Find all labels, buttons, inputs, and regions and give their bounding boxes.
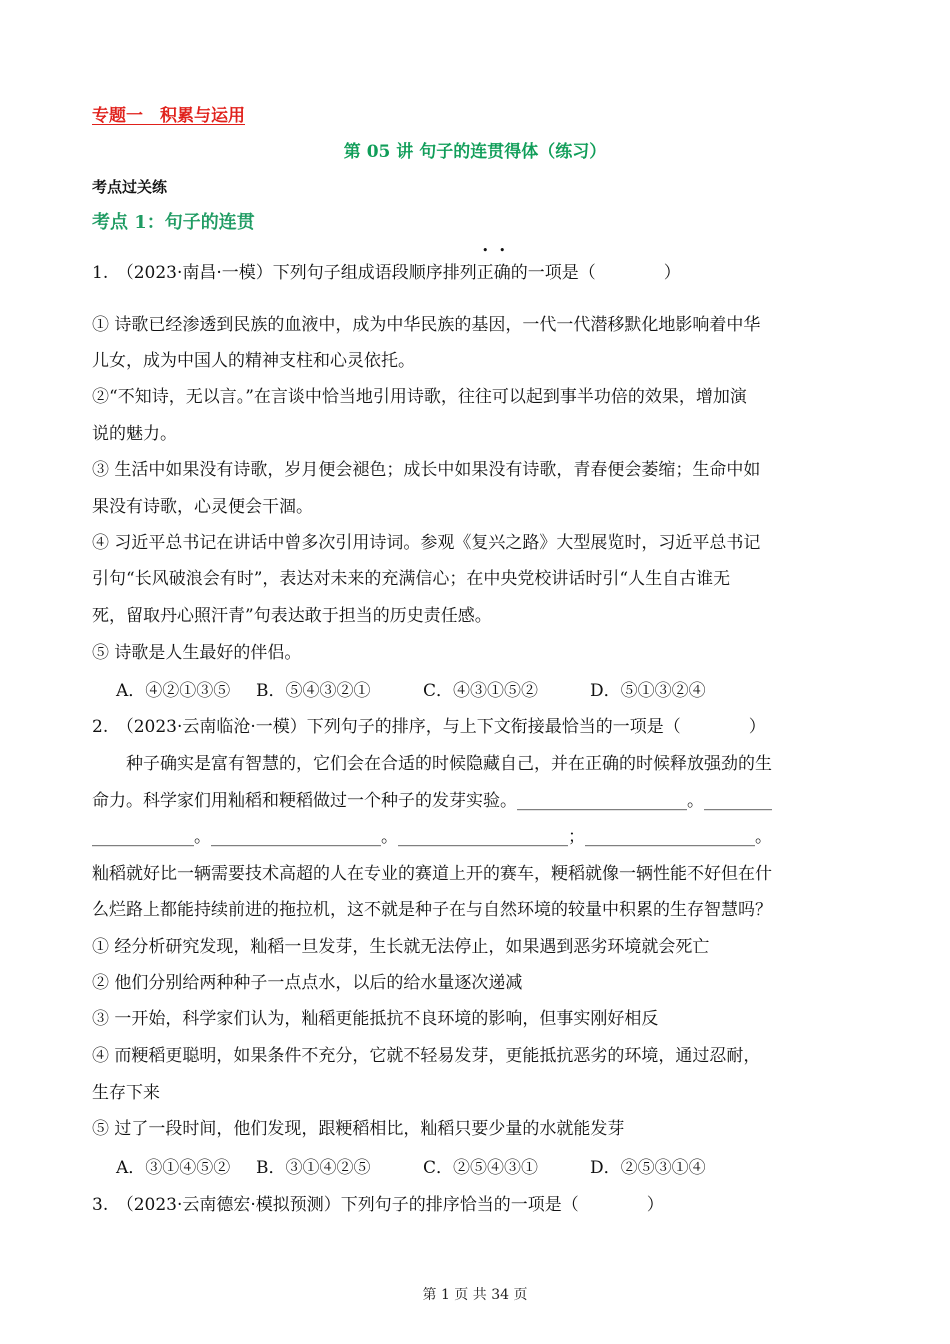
q2-line: 籼稻就好比一辆需要技术高超的人在专业的赛道上开的赛车，粳稻就像一辆性能不好但在什	[92, 864, 772, 884]
q2-line: ② 他们分别给两种种子一点点水，以后的给水量逐次递减	[92, 973, 523, 993]
q2-options	[0, 1153, 950, 1177]
q2-line: 么烂路上都能持续前进的拖拉机，这不就是种子在与自然环境的较量中积累的生存智慧吗？	[92, 900, 772, 920]
q1-line: ④ 习近平总书记在讲话中曾多次引用诗词。参观《复兴之路》大型展览时，习近平总书记	[92, 533, 761, 553]
point-heading: 考点 1：句子的连贯	[92, 212, 255, 233]
q1-line: 说的魅力。	[92, 424, 177, 444]
q2-line: ① 经分析研究发现，籼稻一旦发芽，生长就无法停止，如果遇到恶劣环境就会死亡	[92, 937, 710, 957]
topic-heading: 专题一 积累与运用	[92, 106, 245, 126]
q1-line: 死，留取丹心照汗青”句表达敢于担当的历史责任感。	[92, 606, 492, 626]
question-2-stem: 2. （2023·云南临沧·一模）下列句子的排序，与上下文衔接最恰当的一项是（ ）	[92, 717, 766, 737]
q1-option-c[interactable]: C．④③①⑤②	[423, 681, 539, 701]
q1-line: ②“不知诗，无以言。”在言谈中恰当地引用诗歌，往往可以起到事半功倍的效果，增加演	[92, 387, 747, 407]
question-1-stem	[92, 258, 681, 283]
q1-options	[0, 676, 950, 700]
q1-stem-prefix: 1. （2023·南昌·一模）下列句子组成语段顺序排列	[92, 263, 477, 283]
q2-line: 生存下来	[92, 1083, 160, 1103]
q1-line: 儿女，成为中国人的精神支柱和心灵依托。	[92, 351, 415, 371]
q2-option-a[interactable]: A．③①④⑤②	[116, 1158, 231, 1178]
q1-emphasis-char: 正	[476, 263, 494, 283]
page-footer: 第 1 页 共 34 页	[422, 1287, 528, 1303]
q1-line: ⑤ 诗歌是人生最好的伴侣。	[92, 643, 302, 663]
q1-line: ③ 生活中如果没有诗歌，岁月便会褪色；成长中如果没有诗歌，青春便会萎缩；生命中如	[92, 460, 761, 480]
q2-option-d[interactable]: D．②⑤③①④	[590, 1158, 706, 1178]
question-3-stem: 3. （2023·云南德宏·模拟预测）下列句子的排序恰当的一项是（ ）	[92, 1195, 664, 1215]
q2-option-c[interactable]: C．②⑤④③①	[423, 1158, 539, 1178]
lecture-title: 第 05 讲 句子的连贯得体（练习）	[343, 142, 607, 162]
q1-line: ① 诗歌已经渗透到民族的血液中，成为中华民族的基因，一代一代潜移默化地影响着中华	[92, 315, 761, 335]
q2-line: ④ 而粳稻更聪明，如果条件不充分，它就不轻易发芽，更能抵抗恶劣的环境，通过忍耐，	[92, 1046, 761, 1066]
drill-heading: 考点过关练	[92, 178, 168, 196]
q2-line: 命力。科学家们用籼稻和粳稻做过一个种子的发芽实验。____________________。________	[92, 791, 772, 811]
q2-line: ⑤ 过了一段时间，他们发现，跟粳稻相比，籼稻只要少量的水就能发芽	[92, 1119, 625, 1139]
q1-option-a[interactable]: A．④②①③⑤	[116, 681, 231, 701]
q1-emphasis-char: 确	[493, 263, 511, 283]
q1-option-b[interactable]: B．⑤④③②①	[256, 681, 371, 701]
q2-line: ③ 一开始，科学家们认为，籼稻更能抵抗不良环境的影响，但事实刚好相反	[92, 1009, 659, 1029]
q2-line: ____________。____________________。____________________；____________________。	[92, 827, 772, 847]
q1-stem-suffix: 的一项是（ ）	[510, 263, 681, 283]
q1-line: 果没有诗歌，心灵便会干涸。	[92, 497, 313, 517]
q2-option-b[interactable]: B．③①④②⑤	[256, 1158, 371, 1178]
q1-option-d[interactable]: D．⑤①③②④	[590, 681, 706, 701]
q1-line: 引句“长风破浪会有时”，表达对未来的充满信心；在中央党校讲话时引“人生自古谁无	[92, 569, 731, 589]
q2-line: 种子确实是富有智慧的，它们会在合适的时候隐藏自己，并在正确的时候释放强劲的生	[92, 754, 772, 774]
